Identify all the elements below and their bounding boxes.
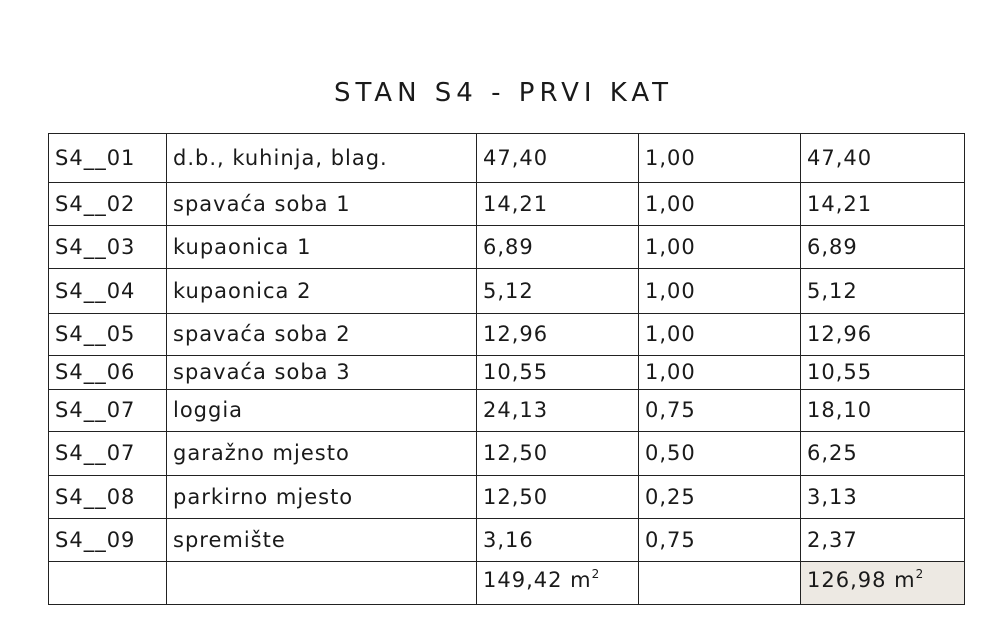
total-area-value: 149,42: [483, 568, 563, 592]
room-net-area: 5,12: [801, 269, 965, 314]
table-row: [49, 390, 965, 432]
room-coefficient: 1,00: [639, 134, 801, 183]
room-net-area: 3,13: [801, 476, 965, 519]
totals-empty-coefficient: [639, 562, 801, 605]
room-area-table: [48, 133, 965, 605]
room-area: 3,16: [477, 519, 639, 562]
total-net-area-unit: m: [894, 568, 916, 592]
total-net-area: [801, 562, 965, 605]
page-title: STAN S4 - PRVI KAT: [333, 78, 674, 108]
room-net-area: 6,89: [801, 226, 965, 269]
room-name: spremište: [167, 519, 477, 562]
room-code: S4__01: [49, 134, 167, 183]
table-row: [49, 432, 965, 476]
room-name: d.b., kuhinja, blag.: [167, 134, 477, 183]
room-net-area: 2,37: [801, 519, 965, 562]
room-area: 5,12: [477, 269, 639, 314]
room-coefficient: 1,00: [639, 269, 801, 314]
total-area-unit: m: [570, 568, 592, 592]
table-row: [49, 314, 965, 356]
room-area: 14,21: [477, 183, 639, 226]
room-code: S4__06: [49, 356, 167, 390]
room-area: 12,96: [477, 314, 639, 356]
room-code: S4__07: [49, 432, 167, 476]
room-name: parkirno mjesto: [167, 476, 477, 519]
table-row: [49, 134, 965, 183]
room-area: 12,50: [477, 476, 639, 519]
room-code: S4__02: [49, 183, 167, 226]
room-net-area: 47,40: [801, 134, 965, 183]
room-coefficient: 1,00: [639, 226, 801, 269]
room-net-area: 18,10: [801, 390, 965, 432]
table-row: [49, 356, 965, 390]
room-coefficient: 0,25: [639, 476, 801, 519]
room-coefficient: 0,75: [639, 390, 801, 432]
table-row: [49, 269, 965, 314]
room-name: spavaća soba 3: [167, 356, 477, 390]
room-coefficient: 1,00: [639, 183, 801, 226]
room-code: S4__05: [49, 314, 167, 356]
room-code: S4__09: [49, 519, 167, 562]
totals-empty-name: [167, 562, 477, 605]
totals-empty-code: [49, 562, 167, 605]
room-net-area: 12,96: [801, 314, 965, 356]
total-area-unit-exponent: 2: [591, 567, 601, 581]
room-code: S4__07: [49, 390, 167, 432]
total-net-area-value: 126,98: [807, 568, 887, 592]
table-row: [49, 476, 965, 519]
table-row: [49, 183, 965, 226]
room-name: garažno mjesto: [167, 432, 477, 476]
room-code: S4__08: [49, 476, 167, 519]
room-name: kupaonica 2: [167, 269, 477, 314]
room-coefficient: 0,75: [639, 519, 801, 562]
total-net-area-unit-exponent: 2: [915, 567, 925, 581]
room-name: spavaća soba 2: [167, 314, 477, 356]
room-net-area: 6,25: [801, 432, 965, 476]
room-name: loggia: [167, 390, 477, 432]
total-area: [477, 562, 639, 605]
room-net-area: 14,21: [801, 183, 965, 226]
room-name: spavaća soba 1: [167, 183, 477, 226]
room-code: S4__04: [49, 269, 167, 314]
room-coefficient: 0,50: [639, 432, 801, 476]
table-row: [49, 226, 965, 269]
room-coefficient: 1,00: [639, 314, 801, 356]
room-area: 10,55: [477, 356, 639, 390]
room-net-area: 10,55: [801, 356, 965, 390]
room-area: 47,40: [477, 134, 639, 183]
room-code: S4__03: [49, 226, 167, 269]
room-coefficient: 1,00: [639, 356, 801, 390]
room-name: kupaonica 1: [167, 226, 477, 269]
room-area: 24,13: [477, 390, 639, 432]
totals-row: [49, 562, 965, 605]
room-area: 12,50: [477, 432, 639, 476]
room-area: 6,89: [477, 226, 639, 269]
table-row: [49, 519, 965, 562]
